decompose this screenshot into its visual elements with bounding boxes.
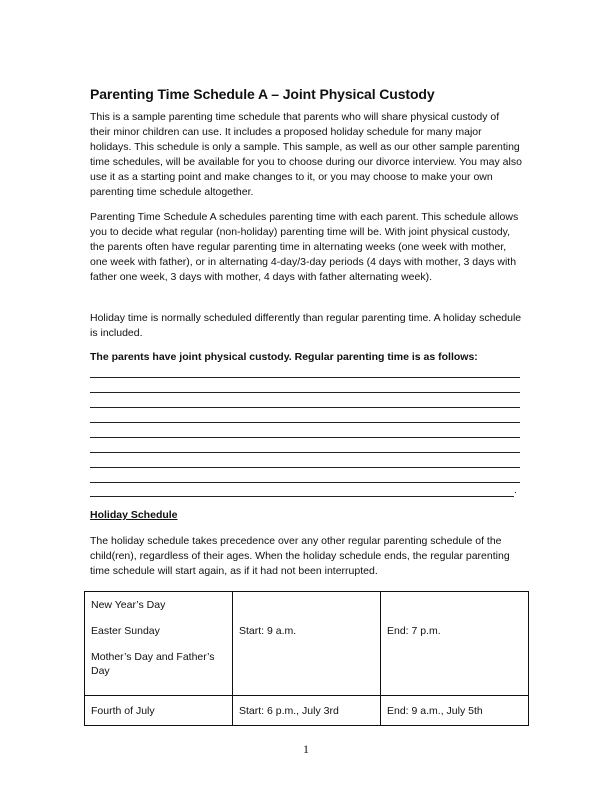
blank-line[interactable]	[90, 467, 520, 468]
holiday-name: Mother’s Day and Father’s Day	[91, 651, 215, 677]
end-time-cell	[381, 696, 529, 726]
holiday-note-paragraph: Holiday time is normally scheduled differently than regular parenting time. A holiday schedule is included.	[90, 312, 522, 339]
blank-line[interactable]	[90, 377, 520, 378]
holiday-cell	[85, 592, 233, 696]
page-title: Parenting Time Schedule A – Joint Physical Custody	[90, 86, 435, 102]
holiday-schedule-heading: Holiday Schedule	[90, 509, 178, 521]
blank-line[interactable]	[90, 496, 514, 497]
start-time: Start: 9 a.m.	[239, 625, 297, 637]
holiday-schedule-paragraph: The holiday schedule takes precedence over any other regular parenting schedule of the child(ren), regardless of their ages. When the holiday schedule ends, the regular parenting time schedule will start again, as if it had not been interrupted.	[90, 535, 510, 577]
start-time: Start: 6 p.m., July 3rd	[239, 705, 339, 717]
page-number: 1	[303, 742, 309, 756]
holiday-name: Fourth of July	[91, 705, 155, 717]
intro-paragraph: This is a sample parenting time schedule that parents who will share physical custody of their minor children can use. It includes a proposed holiday schedule for many major holidays. This schedule is only a sample. This sample, as well as our other sample parenting time schedules, will be available for you to choose during our divorce interview. You may also use it as a starting point and make changes to it, or you may choose to make your own parenting time schedule altogether.	[90, 111, 522, 198]
table-row	[85, 696, 529, 726]
blank-line[interactable]	[90, 407, 520, 408]
schedule-description-paragraph: Parenting Time Schedule A schedules parenting time with each parent. This schedule allows you to decide what regular (non-holiday) parenting time will be. With joint physical custody, the parents often have regular parenting time in alternating weeks (one week with mother, one week with father), or in alternating 4-day/3-day periods (4 days with mother, 3 days with father one week, 3 days with mother, 4 days with father alternating week).	[90, 211, 519, 283]
blank-line[interactable]	[90, 452, 520, 453]
holiday-name: Easter Sunday	[91, 625, 160, 637]
end-time-cell	[381, 592, 529, 696]
blank-line[interactable]	[90, 392, 520, 393]
blank-line[interactable]	[90, 437, 520, 438]
table-row	[85, 592, 529, 696]
end-time: End: 9 a.m., July 5th	[387, 705, 483, 717]
holiday-schedule-table	[84, 591, 529, 726]
holiday-name: New Year’s Day	[91, 599, 166, 611]
blank-line[interactable]	[90, 482, 520, 483]
start-time-cell	[233, 696, 381, 726]
start-time-cell	[233, 592, 381, 696]
end-time: End: 7 p.m.	[387, 625, 441, 637]
holiday-cell	[85, 696, 233, 726]
blank-line[interactable]	[90, 422, 520, 423]
regular-time-heading: The parents have joint physical custody. Regular parenting time is as follows:	[90, 351, 478, 363]
blank-line-end-period: .	[514, 484, 517, 496]
